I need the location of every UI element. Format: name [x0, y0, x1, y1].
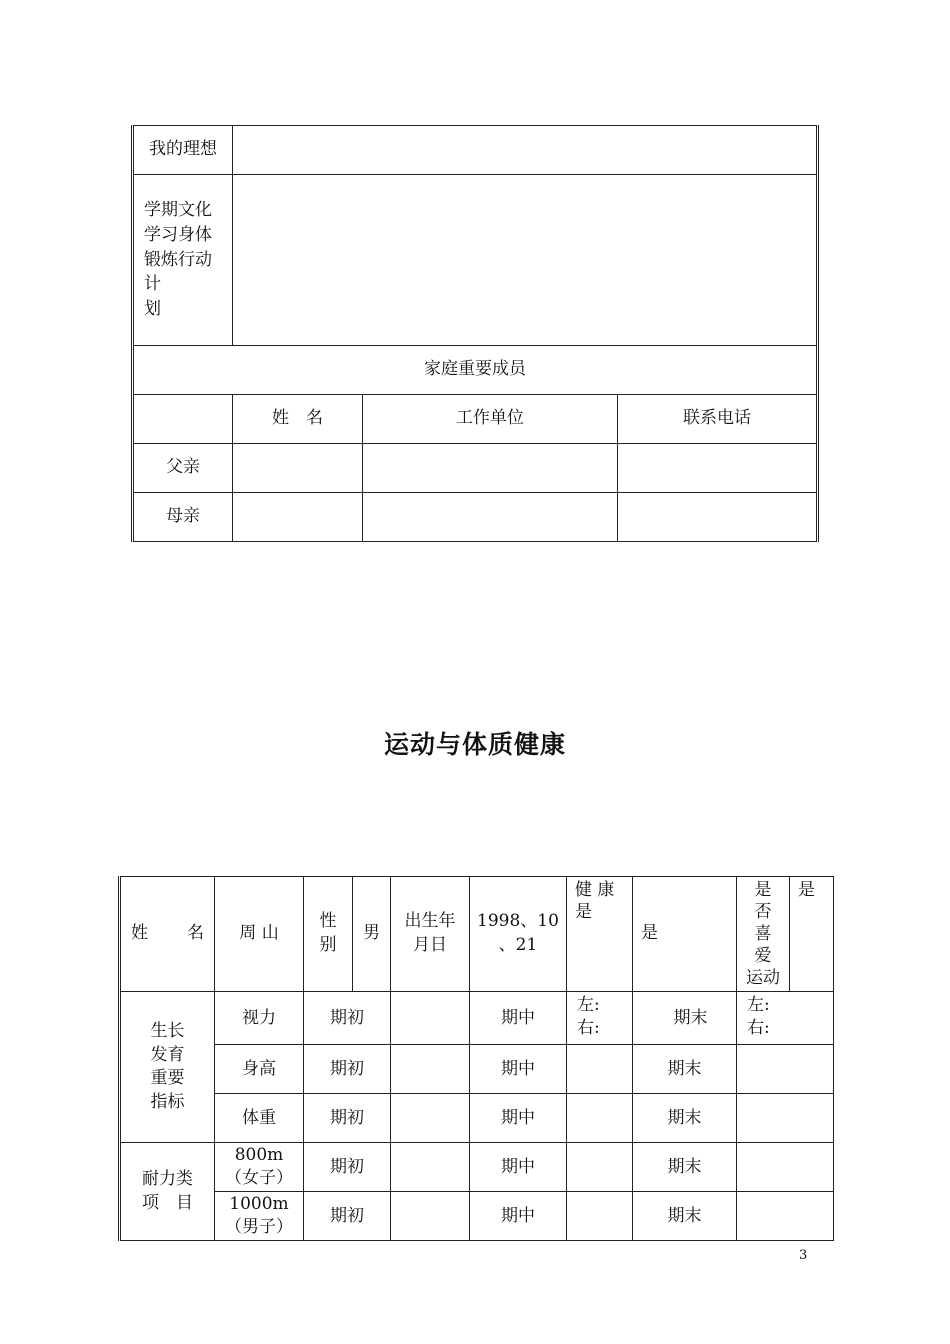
vision-term-start-label: 期初: [304, 992, 391, 1045]
father-name-field[interactable]: [233, 444, 363, 493]
mother-work-field[interactable]: [363, 493, 618, 542]
endurance-label: 耐力类 项 目: [120, 1143, 215, 1241]
run800-term-start-label: 期初: [304, 1143, 391, 1192]
weight-label: 体重: [215, 1094, 304, 1143]
page-number: 3: [799, 1248, 808, 1263]
vision-term-end-label: 期末: [633, 992, 737, 1045]
run800-term-end-label: 期末: [633, 1143, 737, 1192]
run1000-term-mid-field[interactable]: [567, 1192, 633, 1241]
height-term-start-field[interactable]: [391, 1045, 470, 1094]
like-sport-value: 是: [790, 877, 834, 992]
gender-label: 性 别: [304, 877, 353, 992]
run800-term-mid-field[interactable]: [567, 1143, 633, 1192]
ideal-label: 我的理想: [133, 126, 233, 175]
health-value: 是: [633, 877, 737, 992]
plan-label: 学期文化 学习身体 锻炼行动 计 划: [133, 175, 233, 346]
father-work-field[interactable]: [363, 444, 618, 493]
vision-end-eyes[interactable]: 左: 右:: [737, 992, 834, 1045]
run1000-term-start-field[interactable]: [391, 1192, 470, 1241]
mother-phone-field[interactable]: [618, 493, 818, 542]
run1000-term-start-label: 期初: [304, 1192, 391, 1241]
gender-value: 男: [353, 877, 391, 992]
vision-term-mid-label: 期中: [470, 992, 567, 1045]
height-term-end-label: 期末: [633, 1045, 737, 1094]
weight-term-mid-label: 期中: [470, 1094, 567, 1143]
weight-term-end-field[interactable]: [737, 1094, 834, 1143]
run1000-term-end-field[interactable]: [737, 1192, 834, 1241]
ideal-field[interactable]: [233, 126, 818, 175]
birth-label: 出生年 月日: [391, 877, 470, 992]
height-term-mid-label: 期中: [470, 1045, 567, 1094]
height-label: 身高: [215, 1045, 304, 1094]
row-mother-label: 母亲: [133, 493, 233, 542]
run1000-term-end-label: 期末: [633, 1192, 737, 1241]
weight-term-mid-field[interactable]: [567, 1094, 633, 1143]
vision-label: 视力: [215, 992, 304, 1045]
height-term-start-label: 期初: [304, 1045, 391, 1094]
birth-value: 1998、10 、21: [470, 877, 567, 992]
empty-corner-cell: [133, 395, 233, 444]
weight-term-start-label: 期初: [304, 1094, 391, 1143]
run1000-label: 1000m （男子）: [215, 1192, 304, 1241]
vision-mid-eyes[interactable]: 左: 右:: [567, 992, 633, 1045]
row-father-label: 父亲: [133, 444, 233, 493]
family-header: 家庭重要成员: [133, 346, 818, 395]
father-phone-field[interactable]: [618, 444, 818, 493]
run800-label: 800m （女子）: [215, 1143, 304, 1192]
col-work-header: 工作单位: [363, 395, 618, 444]
run800-term-mid-label: 期中: [470, 1143, 567, 1192]
family-table: [131, 125, 819, 542]
height-term-mid-field[interactable]: [567, 1045, 633, 1094]
weight-term-end-label: 期末: [633, 1094, 737, 1143]
run800-term-end-field[interactable]: [737, 1143, 834, 1192]
section-title: 运动与体质健康: [383, 730, 566, 759]
name-value: 周 山: [215, 877, 304, 992]
weight-term-start-field[interactable]: [391, 1094, 470, 1143]
name-label: 姓 名: [120, 877, 215, 992]
col-name-header: 姓 名: [233, 395, 363, 444]
height-term-end-field[interactable]: [737, 1045, 834, 1094]
growth-label: 生长 发育 重要 指标: [120, 992, 215, 1143]
col-phone-header: 联系电话: [618, 395, 818, 444]
health-label: 健 康 是: [567, 877, 633, 992]
mother-name-field[interactable]: [233, 493, 363, 542]
run1000-term-mid-label: 期中: [470, 1192, 567, 1241]
plan-field[interactable]: [233, 175, 818, 346]
health-table: [118, 876, 834, 1241]
run800-term-start-field[interactable]: [391, 1143, 470, 1192]
like-sport-label: 是 否 喜 爱 运动: [737, 877, 790, 992]
vision-term-start-field[interactable]: [391, 992, 470, 1045]
